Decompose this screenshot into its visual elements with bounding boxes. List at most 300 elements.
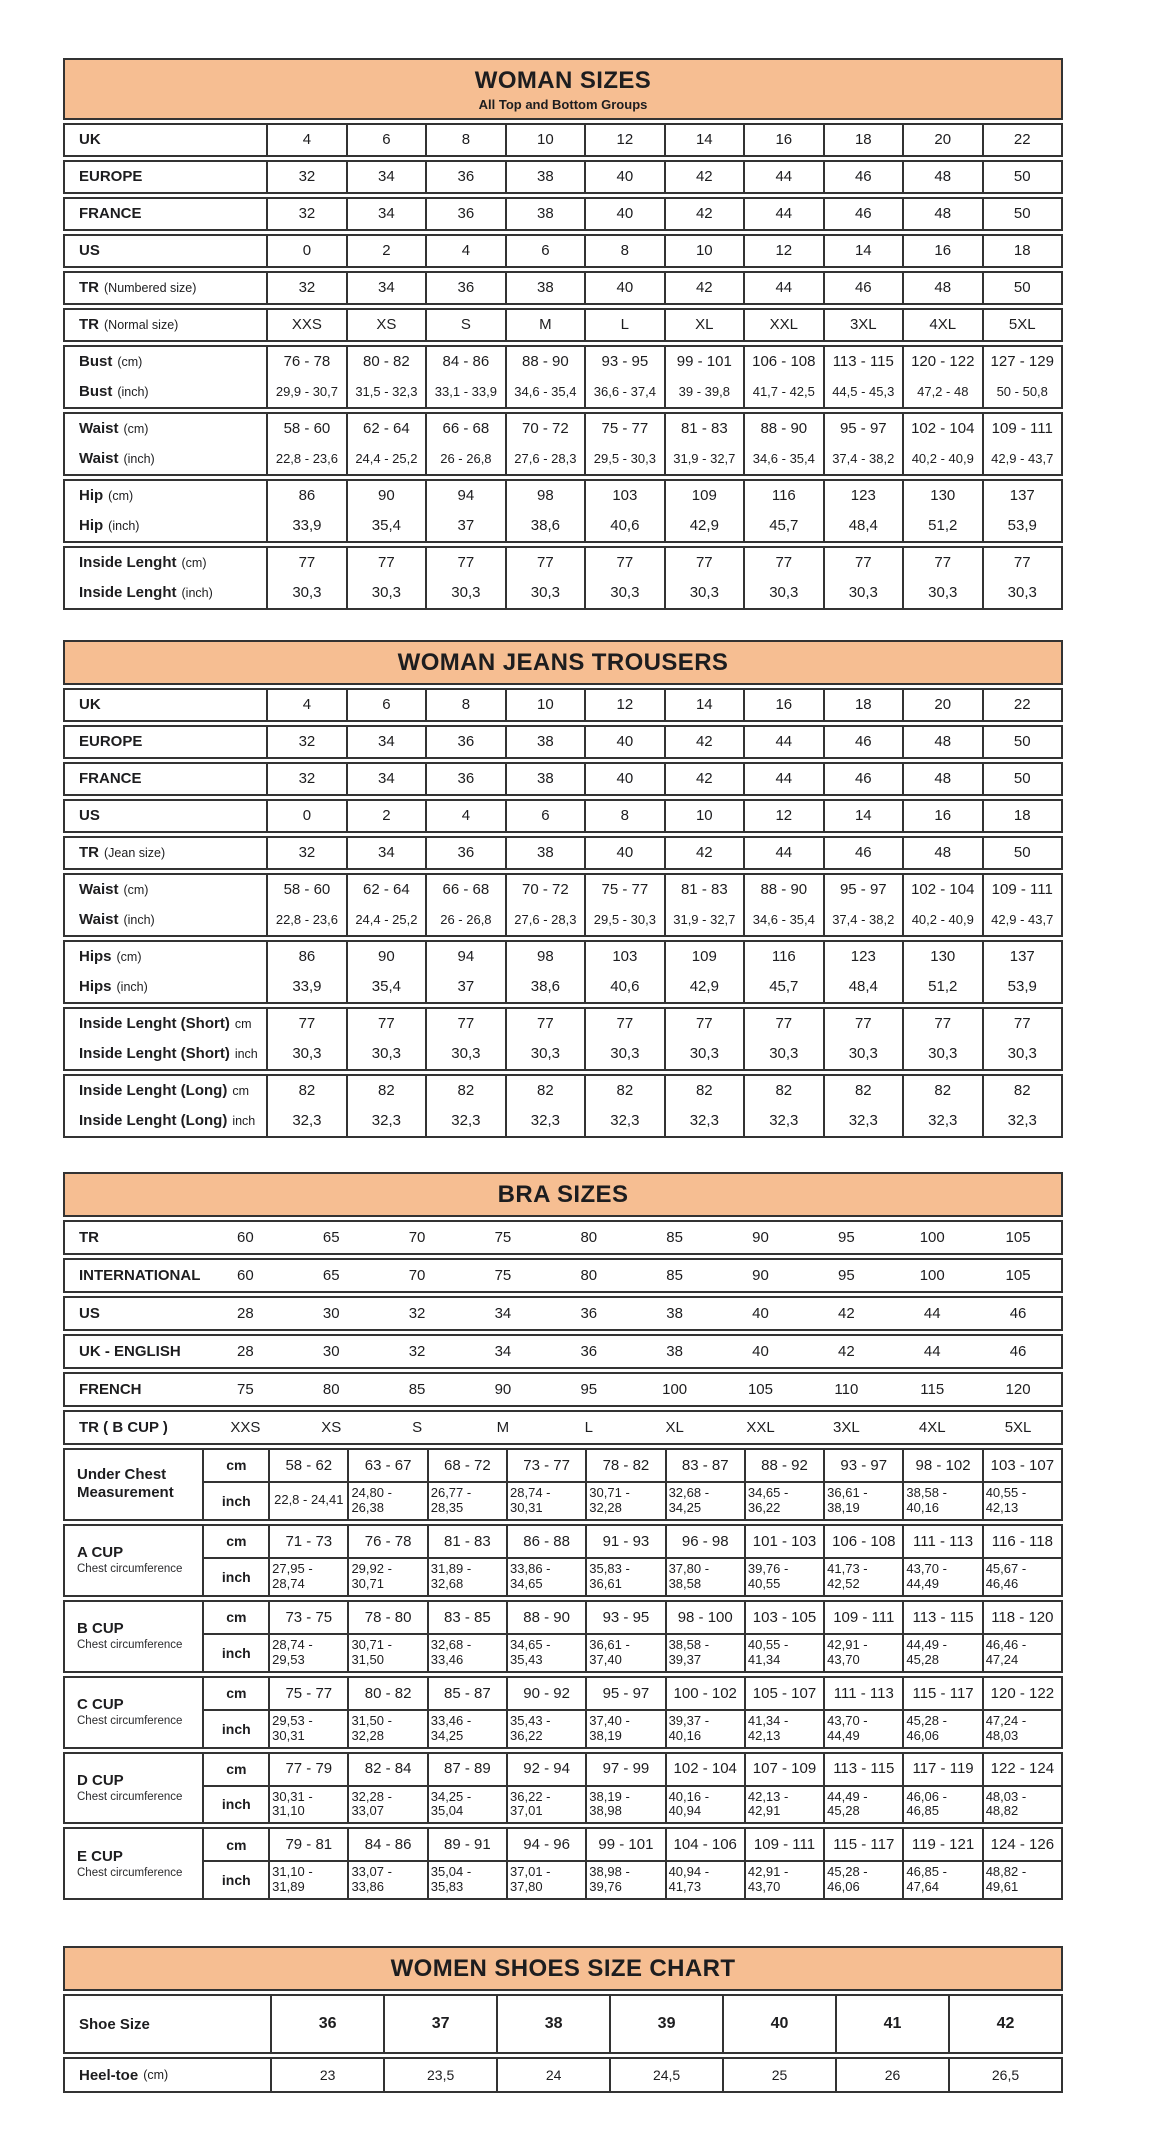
table-row [65,1260,1061,1291]
row-block [63,1220,1063,1255]
value-cell: 40,94 - 41,73 [665,1860,744,1898]
value-cell: 45,28 - 46,06 [902,1709,981,1747]
row-label-text: Inside Lenght [79,584,177,602]
value-cell: 89 - 91 [427,1829,506,1860]
value-cell: 40,6 [584,511,663,541]
value-cell: 48 [902,273,981,303]
value-cell: 82 [902,1076,981,1106]
value-cell: 105 - 107 [744,1678,823,1709]
table-row [65,1222,1061,1253]
unit-label: inch [202,1633,268,1671]
value-cell: 16 [902,236,981,266]
value-cell: 42,9 [664,511,743,541]
value-cell: 95 [838,1266,855,1284]
row-label-text: Inside Lenght (Long) [79,1082,228,1100]
row-label [65,1106,266,1136]
value-cell: 42,9 - 43,7 [982,444,1061,474]
value-cell: 115 [920,1380,945,1398]
value-cell: 36 [425,273,504,303]
value-cell: 66 - 68 [425,414,504,444]
value-cell: 77 [743,1009,822,1039]
value-cell: 50 [982,838,1061,868]
value-cell: 77 [505,1009,584,1039]
value-cell: 90 - 92 [506,1678,585,1709]
row-label-subtext: (inch) [123,451,155,466]
value-cell: 46 [823,273,902,303]
value-cell: 100 [662,1380,688,1398]
value-cell: 36 [425,162,504,192]
row-label-subtext: Chest circumference [77,1866,183,1879]
value-cell: 107 - 109 [744,1754,823,1785]
row-label-text: TR [79,1228,99,1246]
value-cell: 34 [346,838,425,868]
row-label-text: UK [79,131,101,149]
value-cell: 79 - 81 [268,1829,347,1860]
value-cell: 36 [580,1342,598,1360]
value-cell: 30,3 [505,578,584,608]
row-label-text: Under Chest Measurement [77,1466,174,1502]
value-cell: 33,1 - 33,9 [425,377,504,407]
row-label-subtext: (Jean size) [104,845,166,860]
cup-row-block [63,1676,1063,1749]
value-cell: 53,9 [982,972,1061,1002]
value-cell: 40,55 - 41,34 [744,1633,823,1671]
table-row [65,310,1061,340]
value-cell: 70 - 72 [505,414,584,444]
row-label-text: Inside Lenght [79,554,177,572]
value-cell: 48 [902,162,981,192]
value-cell: 32,3 [982,1106,1061,1136]
row-label [65,578,266,608]
value-cell: 35,43 - 36,22 [506,1709,585,1747]
value-cell: 45,7 [743,511,822,541]
row-label-text: Bust [79,383,113,401]
value-cell: 32,3 [902,1106,981,1136]
value-cell: 76 - 78 [266,347,345,377]
row-label [65,1602,202,1671]
row-label [65,1754,202,1823]
value-cell: 46,46 - 47,24 [982,1633,1061,1671]
row-label-subtext: (inch) [116,979,148,994]
unit-label: inch [202,1860,268,1898]
value-cell: 40,2 - 40,9 [902,905,981,935]
value-cell: 45,67 - 46,46 [982,1557,1061,1595]
row-label-subtext: (inch) [117,384,149,399]
value-cell: 34 [494,1304,512,1322]
value-cell: S [412,1418,423,1436]
value-cell: 103 - 107 [982,1450,1061,1481]
value-cell: 82 [425,1076,504,1106]
row-label-subtext: (Numbered size) [104,280,197,295]
value-cell: 22 [982,690,1061,720]
value-cell: 32 [266,199,345,229]
value-cell: 95 - 97 [823,414,902,444]
value-cell: 44,49 - 45,28 [902,1633,981,1671]
value-cell: 31,50 - 32,28 [347,1709,426,1747]
value-cell: 32,3 [346,1106,425,1136]
value-cell: 44 [743,838,822,868]
value-cell: 30,3 [743,1039,822,1069]
value-cell: 94 - 96 [506,1829,585,1860]
table-header [63,640,1063,685]
value-cell: 80 [322,1380,340,1398]
row-block [63,2057,1063,2093]
value-cell: 130 [902,942,981,972]
value-cell: 37,4 - 38,2 [823,905,902,935]
value-cell: 44,49 - 45,28 [823,1785,902,1823]
row-label [65,1996,270,2052]
value-cell: 109 - 111 [823,1602,902,1633]
value-cell: 42 [664,273,743,303]
value-cell: 2 [346,236,425,266]
row-label [65,1260,202,1291]
value-cell: 111 - 113 [823,1678,902,1709]
value-cell: 41,7 - 42,5 [743,377,822,407]
value-cell: 75 [237,1380,254,1398]
value-cell: 106 - 108 [823,1526,902,1557]
value-cell: 102 - 104 [902,414,981,444]
value-cell: 6 [505,236,584,266]
value-cell: 77 [505,548,584,578]
table-row [65,199,1061,229]
table-row [65,578,1061,608]
value-cell: 63 - 67 [347,1450,426,1481]
row-label-text: Hips [79,948,112,966]
row-block [63,725,1063,759]
value-cell: 77 [346,1009,425,1039]
value-cell: 3XL [823,310,902,340]
value-cell: 39,76 - 40,55 [744,1557,823,1595]
value-cell: 118 - 120 [982,1602,1061,1633]
value-cell: 85 - 87 [427,1678,506,1709]
value-cell: 47,2 - 48 [902,377,981,407]
value-cell: 102 - 104 [665,1754,744,1785]
value-cell: 26,5 [948,2059,1061,2091]
value-cell: 30,3 [902,578,981,608]
value-cell: 46,06 - 46,85 [902,1785,981,1823]
value-cell: 31,10 - 31,89 [268,1860,347,1898]
value-cell: 115 - 117 [902,1678,981,1709]
value-cell: 98 [505,942,584,972]
value-cell: 116 - 118 [982,1526,1061,1557]
value-cell: 42,9 [664,972,743,1002]
value-cell: 77 [584,548,663,578]
table-title: WOMEN SHOES SIZE CHART [390,1955,736,1983]
value-cell: 38 [505,838,584,868]
value-cell: 36 [425,727,504,757]
value-cell: 26 - 26,8 [425,905,504,935]
value-cell: 30,3 [584,1039,663,1069]
value-cell: 93 - 97 [823,1450,902,1481]
value-cell: 82 [346,1076,425,1106]
row-block [63,197,1063,231]
row-label-text: B CUP [77,1620,124,1638]
value-cell: 26 - 26,8 [425,444,504,474]
value-cell: 88 - 90 [743,875,822,905]
row-block [63,345,1063,409]
value-cell: 82 [505,1076,584,1106]
row-block [63,479,1063,543]
value-cell: 51,2 [902,972,981,1002]
value-cell: 116 [743,942,822,972]
value-cell: 40 [722,1996,835,2052]
value-cell: 40 [584,838,663,868]
value-cell: 39,37 - 40,16 [665,1709,744,1747]
value-cell: 40,6 [584,972,663,1002]
value-cell: 95 [838,1228,855,1246]
value-cell: 30,3 [743,578,822,608]
row-label-subtext: (cm) [116,949,142,964]
value-cell: 84 - 86 [347,1829,426,1860]
value-cell: 85 [666,1266,683,1284]
value-cell: 35,4 [346,511,425,541]
value-cell: 38 [496,1996,609,2052]
value-cell: 40,16 - 40,94 [665,1785,744,1823]
value-cell: 46 [1009,1342,1027,1360]
value-cell: 37,80 - 38,58 [665,1557,744,1595]
row-label-subtext: (inch) [108,518,140,533]
value-cell: 42 [664,199,743,229]
table-row [65,377,1061,407]
value-cell: 90 [752,1228,769,1246]
cup-row-block [63,1448,1063,1521]
value-cell: 32 [266,764,345,794]
value-cell: 111 - 113 [902,1526,981,1557]
value-cell: 22,8 - 23,6 [266,444,345,474]
row-label-text: EUROPE [79,733,143,751]
value-cell: 33,46 - 34,25 [427,1709,506,1747]
value-cell: 5XL [1004,1418,1032,1436]
value-cell: 88 - 90 [506,1602,585,1633]
value-cell: 29,53 - 30,31 [268,1709,347,1747]
value-cell: 117 - 119 [902,1754,981,1785]
value-cell: 65 [322,1228,340,1246]
value-cell: 58 - 62 [268,1450,347,1481]
cup-row-block [63,1524,1063,1597]
value-cell: 82 [266,1076,345,1106]
table-row [65,1374,1061,1405]
value-cell: 30,3 [425,1039,504,1069]
value-cell: 41,73 - 42,52 [823,1557,902,1595]
table-row [65,1009,1061,1039]
value-cell: 85 [666,1228,683,1246]
value-cell: XXL [746,1418,775,1436]
row-label-subtext: inch [234,1046,258,1061]
value-cell: 32,3 [823,1106,902,1136]
value-cell: 77 [982,548,1061,578]
row-label [65,1039,266,1069]
unit-label: cm [202,1602,268,1633]
value-cell: 29,92 - 30,71 [347,1557,426,1595]
value-cell: 36 [425,199,504,229]
value-cell: 30,3 [982,578,1061,608]
value-cell: 23,5 [383,2059,496,2091]
value-cell: 98 [505,481,584,511]
value-cell: 36 [580,1304,598,1322]
value-cell: 41,34 - 42,13 [744,1709,823,1747]
value-cell: 40 [584,199,663,229]
row-label-text: Waist [79,420,119,438]
value-cell: 34 [346,764,425,794]
value-cell: 109 [664,942,743,972]
row-label [65,481,266,511]
row-label-subtext: (Normal size) [104,317,179,332]
row-block [63,160,1063,194]
value-cell: 3XL [833,1418,860,1436]
value-cell: 32 [266,838,345,868]
value-cell: 105 [1005,1228,1031,1246]
value-cell: 37,4 - 38,2 [823,444,902,474]
value-cell: 22,8 - 23,6 [266,905,345,935]
value-cell: 77 [425,1009,504,1039]
value-cell: 32 [266,162,345,192]
value-cell: 34,6 - 35,4 [505,377,584,407]
value-cell: 73 - 77 [506,1450,585,1481]
value-cell: 38 [505,199,584,229]
unit-label: cm [202,1450,268,1481]
row-label-subtext: (cm) [143,2068,169,2083]
value-cell: 31,9 - 32,7 [664,905,743,935]
value-cell: 32,3 [664,1106,743,1136]
value-cell: 105 [747,1380,773,1398]
value-cell: 41 [835,1996,948,2052]
row-label [65,1298,202,1329]
value-cell: 84 - 86 [425,347,504,377]
value-cell: 77 [982,1009,1061,1039]
value-cell: 27,6 - 28,3 [505,905,584,935]
row-label-subtext: (cm) [117,354,143,369]
unit-label: cm [202,1678,268,1709]
value-cell: 43,70 - 44,49 [823,1709,902,1747]
value-cell: 109 [664,481,743,511]
value-cell: 91 - 93 [585,1526,664,1557]
value-cell: 4 [425,801,504,831]
unit-label: inch [202,1557,268,1595]
table-row [65,690,1061,720]
value-cell: 6 [346,125,425,155]
value-cell: 34 [346,199,425,229]
value-cell: 36,22 - 37,01 [506,1785,585,1823]
value-cell: 12 [584,690,663,720]
row-label [65,444,266,474]
value-cell: 38,6 [505,972,584,1002]
value-cell: 10 [664,801,743,831]
value-cell: 109 - 111 [982,875,1061,905]
value-cell: 96 - 98 [665,1526,744,1557]
value-cell: 27,6 - 28,3 [505,444,584,474]
value-cell: 8 [425,690,504,720]
row-block [63,123,1063,157]
row-label-text: Hips [79,978,112,996]
value-cell: 75 [494,1228,512,1246]
value-cell: 77 [664,548,743,578]
value-cell: 30,3 [505,1039,584,1069]
row-label-subtext: (cm) [123,421,149,436]
value-cell: 81 - 83 [427,1526,506,1557]
row-block [63,271,1063,305]
value-cell: 46 [823,727,902,757]
value-cell: L [584,1418,593,1436]
value-cell: 30,3 [823,1039,902,1069]
table-row [65,162,1061,192]
row-label-text: INTERNATIONAL [79,1266,201,1284]
value-cell: 32,28 - 33,07 [347,1785,426,1823]
value-cell: L [584,310,663,340]
row-label [65,236,266,266]
value-cell: 100 - 102 [665,1678,744,1709]
value-cell: 38 [505,764,584,794]
value-cell: 103 [584,942,663,972]
value-cell: 77 [266,548,345,578]
value-cell: 82 [584,1076,663,1106]
table-title: WOMAN JEANS TROUSERS [397,649,729,676]
table-row [65,1106,1061,1136]
row-label [65,1526,202,1595]
value-cell: 77 [584,1009,663,1039]
row-label-subtext: (inch) [181,585,213,600]
value-cell: 77 [664,1009,743,1039]
value-cell: 101 - 103 [744,1526,823,1557]
value-cell: 120 - 122 [902,347,981,377]
value-cell: 130 [902,481,981,511]
row-label-text: C CUP [77,1695,124,1713]
value-cell: 75 - 77 [268,1678,347,1709]
value-cell: 0 [266,801,345,831]
value-cell: 30,3 [902,1039,981,1069]
value-cell: 50 [982,727,1061,757]
row-block [63,799,1063,833]
row-label [65,2059,270,2091]
table-row [65,444,1061,474]
value-cell: 94 [425,481,504,511]
value-cell: 30,71 - 32,28 [585,1481,664,1519]
value-cell: 120 - 122 [982,1678,1061,1709]
value-cell: 32,3 [425,1106,504,1136]
value-cell: 77 [823,1009,902,1039]
value-cell: 30,31 - 31,10 [268,1785,347,1823]
value-cell: 82 [743,1076,822,1106]
table-row [65,727,1061,757]
value-cell: 5XL [982,310,1061,340]
value-cell: 42 [664,162,743,192]
row-label-subtext: (cm) [181,555,207,570]
row-label [65,125,266,155]
value-cell: 60 [237,1228,254,1246]
row-block [63,1258,1063,1293]
row-label [65,838,266,868]
value-cell: 32 [408,1304,426,1322]
value-cell: 4XL [902,310,981,340]
value-cell: 44 [923,1304,941,1322]
row-label-text: UK [79,696,101,714]
value-cell: 35,83 - 36,61 [585,1557,664,1595]
cup-row-block [63,1752,1063,1825]
value-cell: 30 [322,1304,340,1322]
value-cell: 32,3 [266,1106,345,1136]
value-cell: 35,04 - 35,83 [427,1860,506,1898]
value-cell: 123 [823,481,902,511]
value-cell: 100 [919,1228,945,1246]
value-cell: 33,9 [266,972,345,1002]
row-block [63,1007,1063,1071]
value-cell: 106 - 108 [743,347,822,377]
table-row [65,1996,1061,2052]
value-cell: 82 [664,1076,743,1106]
row-label [65,1222,202,1253]
row-block [63,1296,1063,1331]
value-cell: 4 [266,125,345,155]
value-cell: 46 [1009,1304,1027,1322]
